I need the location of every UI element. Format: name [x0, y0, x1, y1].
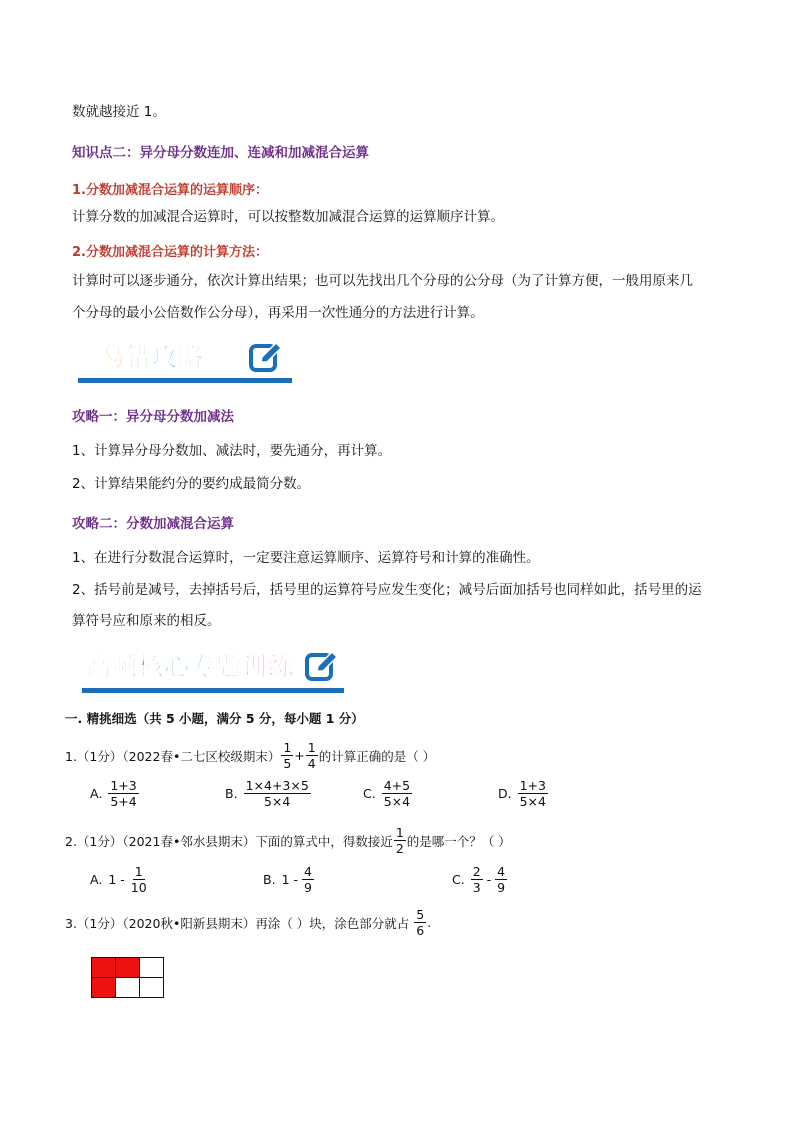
- tip2-item2-line2: 算符号应和原来的相反。: [72, 613, 221, 629]
- method-text-line2: 个分母的最小公倍数作公分母），再采用一次性通分的方法进行计算。: [72, 305, 484, 321]
- q2-option-c-fraction-2: $\frac{4}{9}$: [497, 864, 506, 895]
- banner-error-tips-title: 易错攻略: [100, 343, 205, 372]
- question-2: [65, 825, 511, 856]
- question-3: [65, 907, 431, 938]
- q1-suffix: 的计算正确的是（ ）: [318, 748, 436, 764]
- banner-core-training: [82, 645, 344, 693]
- tip2-item2-line1: 2、括号前是减号，去掉括号后，括号里的运算符号应发生变化；减号后面加括号也同样如此，括号里的运: [72, 582, 702, 598]
- q1-option-a-fraction: $\frac{1+3}{5+4}$: [110, 778, 137, 809]
- q2-option-a[interactable]: A. 1 - $\frac{1}{10}$: [90, 864, 147, 895]
- section-heading: 一. 精挑细选（共 5 小题，满分 5 分，每小题 1 分）: [65, 711, 364, 726]
- banner-underline: [82, 688, 344, 693]
- tip1-item1: 1、计算异分母分数加、减法时，要先通分，再计算。: [72, 443, 392, 459]
- q3-suffix: .: [427, 915, 432, 930]
- question-1: 1.（1分）（2022春•二七区校级期末） $\frac{1}{5}$ + $\frac{1}{4}$ 的计算正确的是（ ）: [65, 740, 436, 771]
- q1-prefix: 1.（1分）（2022春•二七区校级期末）: [65, 748, 281, 764]
- knowledge-heading: 知识点二：异分母分数连加、连减和加减混合运算: [72, 145, 369, 161]
- banner-core-training-title: 高频核心专题训练: [86, 652, 295, 681]
- q2-prefix: 2.（1分）（2021春•邻水县期末）下面的算式中，得数接近: [65, 833, 393, 849]
- q3-fraction: $\frac{5}{6}$: [416, 907, 425, 938]
- edit-icon: [248, 340, 284, 374]
- order-text: 计算分数的加减混合运算时，可以按整数加减混合运算的运算顺序计算。: [72, 209, 504, 225]
- edit-icon: [304, 649, 340, 683]
- tip2-item1: 1、在进行分数混合运算时，一定要注意运算顺序、运算符号和计算的准确性。: [72, 550, 540, 566]
- grid-cell: [92, 978, 116, 998]
- q1-option-d[interactable]: D. $\frac{1+3}{5\times 4}$: [498, 778, 546, 809]
- q2-option-b[interactable]: B. 1 - $\frac{4}{9}$: [263, 864, 312, 895]
- grid-cell: [140, 978, 164, 998]
- tip2-heading: 攻略二：分数加减混合运算: [72, 516, 234, 532]
- q3-prefix: 3.（1分）（2020秋•阳新县期末）再涂（ ）块，涂色部分就占: [65, 915, 410, 931]
- q1-fraction-2: $\frac{1}{4}$: [307, 740, 316, 771]
- method-subheading: 2.分数加减混合运算的计算方法：: [72, 245, 268, 260]
- order-subheading: 1.分数加减混合运算的运算顺序：: [72, 183, 268, 198]
- banner-error-tips: [78, 336, 292, 383]
- shaded-grid: [91, 957, 164, 998]
- q1-option-d-fraction: $\frac{1+3}{5\times 4}$: [519, 778, 546, 809]
- q1-option-a[interactable]: A. $\frac{1+3}{5+4}$: [90, 778, 137, 809]
- q2-fraction: $\frac{1}{2}$: [395, 825, 404, 856]
- q2-option-b-fraction: $\frac{4}{9}$: [304, 864, 312, 895]
- tip1-heading: 攻略一：异分母分数加减法: [72, 409, 234, 425]
- grid-cell: [116, 978, 140, 998]
- intro-line: 数就越接近 1。: [72, 104, 166, 120]
- q1-option-c[interactable]: C. $\frac{4+5}{5\times 4}$: [363, 778, 411, 809]
- q1-option-c-fraction: $\frac{4+5}{5\times 4}$: [383, 778, 411, 809]
- q2-option-a-fraction: $\frac{1}{10}$: [130, 864, 147, 895]
- q1-option-b-fraction: $\frac{1\times 4+3\times 5}{5\times 4}$: [245, 778, 309, 809]
- method-text-line1: 计算时可以逐步通分，依次计算出结果；也可以先找出几个分母的公分母（为了计算方便，一般用原来几: [72, 273, 693, 289]
- tip1-item2: 2、计算结果能约分的要约成最简分数。: [72, 476, 311, 492]
- q2-option-c-fraction-1: $\frac{2}{3}$: [472, 864, 481, 895]
- grid-cell: [92, 958, 116, 978]
- q1-option-b[interactable]: B. $\frac{1\times 4+3\times 5}{5\times 4}$: [225, 778, 309, 809]
- banner-underline: [78, 378, 292, 383]
- grid-cell: [140, 958, 164, 978]
- grid-cell: [116, 958, 140, 978]
- q2-suffix: 的是哪一个？（ ）: [406, 833, 511, 849]
- q2-option-c[interactable]: C. $\frac{2}{3}$ - $\frac{4}{9}$: [452, 864, 506, 895]
- q1-fraction-1: $\frac{1}{5}$: [283, 740, 292, 771]
